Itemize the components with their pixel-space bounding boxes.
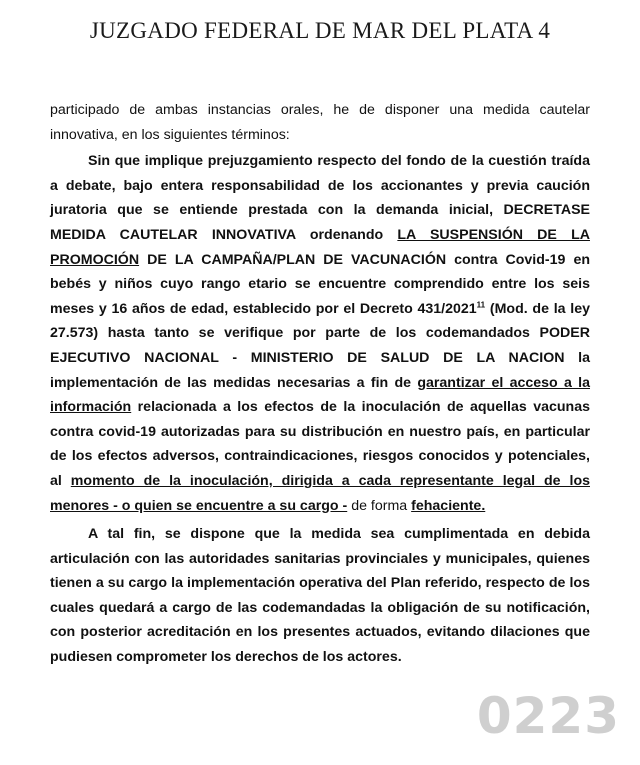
resolution-text-4: relacionada a los efectos de la inoculación de aquellas vacunas contra covid-19 autorizadas para su distribución en nuestro país, en particular de los efectos adversos, contraindicaciones, riesgos conocidos y potenciales, al	[50, 399, 590, 489]
resolution-text-1: Sin que implique prejuzgamiento respecto del fondo de la cuestión traída a debate, bajo entera responsabilidad de los accionantes y previa caución juratoria que se entiende prestada con la demanda inicial, DECRETASE MEDIDA CAUTELAR INNOVATIVA ordenando	[50, 153, 590, 243]
underline-access-info: garantizar el acceso a la información	[50, 374, 590, 416]
court-header: JUZGADO FEDERAL DE MAR DEL PLATA 4	[89, 18, 551, 43]
footnote-ref: 11	[476, 300, 486, 310]
document-body	[50, 98, 590, 670]
paragraph-intro: participado de ambas instancias orales, he de disponer una medida cautelar innovativa, en los siguientes términos:	[50, 102, 590, 143]
underline-inoculation-moment: momento de la inoculación, dirigida a cada representante legal de los menores - o quien se encuentre a su cargo -	[50, 472, 590, 514]
resolution-text-5: de forma	[351, 497, 408, 514]
underline-suspension: LA SUSPENSIÓN DE LA PROMOCIÓN	[50, 226, 590, 268]
underline-fehaciente: fehaciente.	[411, 497, 486, 514]
resolution-text-2: DE LA CAMPAÑA/PLAN DE VACUNACIÓN contra Covid-19 en bebés y niños cuyo rango etario se encuentre comprendido entre los seis meses y 16 años de edad, establecido por el Decreto 431/2021	[50, 251, 590, 317]
resolution-text-3: (Mod. de la ley 27.573) hasta tanto se verifique por parte de los codemandados PODER EJECUTIVO NACIONAL - MINISTERIO DE SALUD DE LA NACION la implementación de las medidas necesarias a fin de	[50, 300, 590, 391]
paragraph-implementation: A tal fin, se dispone que la medida sea cumplimentada en debida articulación con las autoridades sanitarias provinciales y municipales, quienes tienen a su cargo la implementación operativa del Plan referido, respecto de los cuales quedará a cargo de las codemandadas la obligación de su notificación, con posterior acreditación en los presentes actuados, evitando dilaciones que pudiesen comprometer los derechos de los actores.	[50, 526, 590, 666]
watermark-logo: 0223	[476, 687, 620, 745]
paragraph-resolution	[50, 149, 590, 518]
